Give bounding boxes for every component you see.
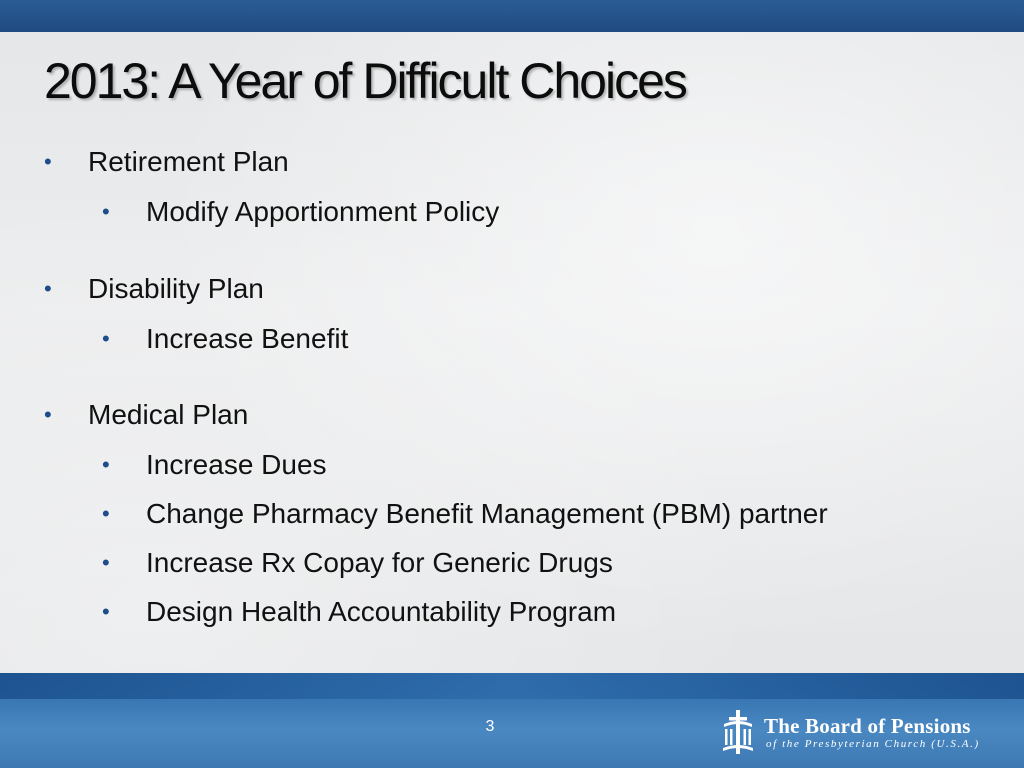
logo-title: The Board of Pensions — [764, 714, 971, 738]
bullet-icon: • — [44, 402, 52, 427]
bullet-icon: • — [102, 550, 110, 575]
bullet-text: Medical Plan — [88, 399, 249, 430]
bullet-text: Design Health Accountability Program — [146, 596, 617, 627]
logo-subtitle: of the Presbyterian Church (U.S.A.) — [766, 738, 980, 750]
page-number: 3 — [485, 718, 495, 735]
bullet-text: Increase Dues — [146, 449, 327, 480]
footer-stripe — [0, 673, 1024, 699]
bullet-icon: • — [102, 452, 110, 477]
bullet-text: Increase Benefit — [146, 323, 349, 354]
bullet-icon: • — [102, 199, 110, 224]
bullet-text: Change Pharmacy Benefit Management (PBM) partner — [146, 498, 828, 529]
bullet-text: Disability Plan — [88, 273, 264, 304]
bullet-text: Retirement Plan — [88, 146, 289, 177]
bullet-icon: • — [102, 326, 110, 351]
bullet-icon: • — [102, 501, 110, 526]
bullet-text: Increase Rx Copay for Generic Drugs — [146, 547, 613, 578]
bullet-icon: • — [102, 599, 110, 624]
bullet-icon: • — [44, 149, 52, 174]
bullet-text: Modify Apportionment Policy — [146, 196, 500, 227]
presbyterian-cross-icon — [722, 710, 754, 754]
board-of-pensions-logo — [722, 710, 1012, 760]
bullet-icon: • — [44, 276, 52, 301]
slide-title: 2013: A Year of Difficult Choices — [44, 53, 686, 109]
